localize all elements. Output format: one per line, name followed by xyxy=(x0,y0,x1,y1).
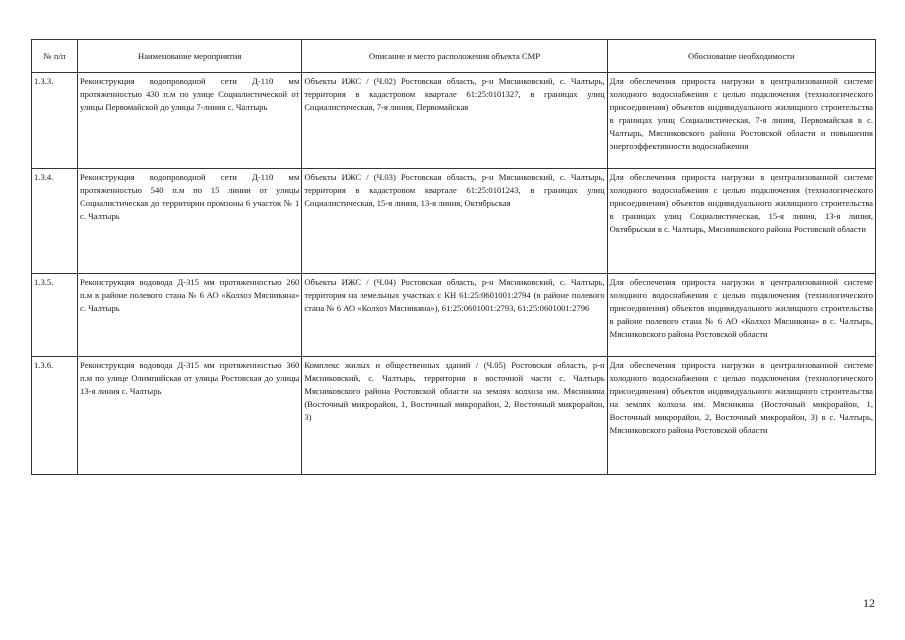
justification-cell: Для обеспечения прироста нагрузки в централизованной системе холодного водоснабжения с целью подключения (технологического присоединения) объектов индивидуального жилищного строительства в районе полевого стана № 6 АО «Колхоз Мясникяна» в с. Чалтырь, Мясниковского района Ростовской области xyxy=(607,274,875,357)
table-row xyxy=(32,169,876,274)
header-description: Описание и место расположения объекта СМР xyxy=(302,40,607,73)
row-number: 1.3.4. xyxy=(32,169,78,274)
works-table xyxy=(31,39,876,475)
measure-name-cell: Реконструкция водопроводной сети Д-110 мм протяженностью 540 п.м по 15 линии от улицы Социалистическая до территории промзоны 6 участок № 1 с. Чалтырь xyxy=(78,169,302,274)
row-number: 1.3.5. xyxy=(32,274,78,357)
measure-name-cell: Реконструкция водовода Д-315 мм протяженностью 360 п.м по улице Олимпийская от улицы Ростовская до улицы 13-я линия с. Чалтырь xyxy=(78,357,302,475)
header-number: № п/п xyxy=(32,40,78,73)
description-cell: Объекты ИЖС / (Ч.04) Ростовская область, р-н Мясниковский, с. Чалтырь, территория на земельных участках с КН 61:25:0601001:2794 (в районе полевого стана № 6 АО «Колхоз Мясникяна»), 61:25:0601001:2793, 61:25:0601001:2796 xyxy=(302,274,607,357)
page-number: 12 xyxy=(863,596,875,610)
description-cell: Объекты ИЖС / (Ч.02) Ростовская область, р-н Мясниковский, с. Чалтырь, территория в кадастровом квартале 61:25:0101327, в границах улиц Социалистическая, 7-я линия, Первомайская xyxy=(302,73,607,169)
description-cell: Объекты ИЖС / (Ч.03) Ростовская область, р-н Мясниковский, с. Чалтырь, территория в кадастровом квартале 61:25:0101243, в границах улиц Социалистическая, 15-я линия, 13-я линия, Октябрьская xyxy=(302,169,607,274)
header-measure-name: Наименование мероприятия xyxy=(78,40,302,73)
justification-cell: Для обеспечения прироста нагрузки в централизованной системе холодного водоснабжения с целью подключения (технологического присоединения) объектов индивидуального жилищного строительства на землях колхоза им. Мясникяна (Восточный микрорайон, 1, Восточный микрорайон, 2, Восточный микрорайон, 3) в с. Чалтырь, Мясниковского района Ростовской области xyxy=(607,357,875,475)
justification-cell: Для обеспечения прироста нагрузки в централизованной системе холодного водоснабжения с целью подключения (технологического присоединения) объектов индивидуального жилищного строительства в границах улиц Социалистическая, 7-я линия, Первомайская в с. Чалтырь, Мясниковского района Ростовской области и повышения энергоэффективности водоснабжения xyxy=(607,73,875,169)
header-justification: Обоснование необходимости xyxy=(607,40,875,73)
table-row xyxy=(32,357,876,475)
table-body xyxy=(32,73,876,475)
row-number: 1.3.6. xyxy=(32,357,78,475)
measure-name-cell: Реконструкция водопроводной сети Д-110 мм протяженностью 430 п.м по улице Социалистической от улицы Первомайской до улицы 7-линия с. Чалтырь xyxy=(78,73,302,169)
table-row xyxy=(32,274,876,357)
justification-cell: Для обеспечения прироста нагрузки в централизованной системе холодного водоснабжения с целью подключения (технологического присоединения) объектов индивидуального жилищного строительства в границах улиц Социалистическая, 15-я линия, 13-я линия, Октябрьская в с. Чалтырь, Мясниковского района Ростовской области xyxy=(607,169,875,274)
header-row xyxy=(32,40,876,73)
description-cell: Комплекс жилых и общественных зданий / (Ч.05) Ростовская область, р-н Мясниковский, с. Чалтырь, территория в восточной части с. Чалтырь Мясниковского района Ростовской области на землях колхоза им. Мясникяна (Восточный микрорайон, 1, Восточный микрорайон, 2, Восточный микрорайон, 3) xyxy=(302,357,607,475)
table-header xyxy=(32,40,876,73)
measure-name-cell: Реконструкция водовода Д-315 мм протяженностью 260 п.м в районе полевого стана № 6 АО «Колхоз Мясникяна» с. Чалтырь xyxy=(78,274,302,357)
table-row xyxy=(32,73,876,169)
row-number: 1.3.3. xyxy=(32,73,78,169)
